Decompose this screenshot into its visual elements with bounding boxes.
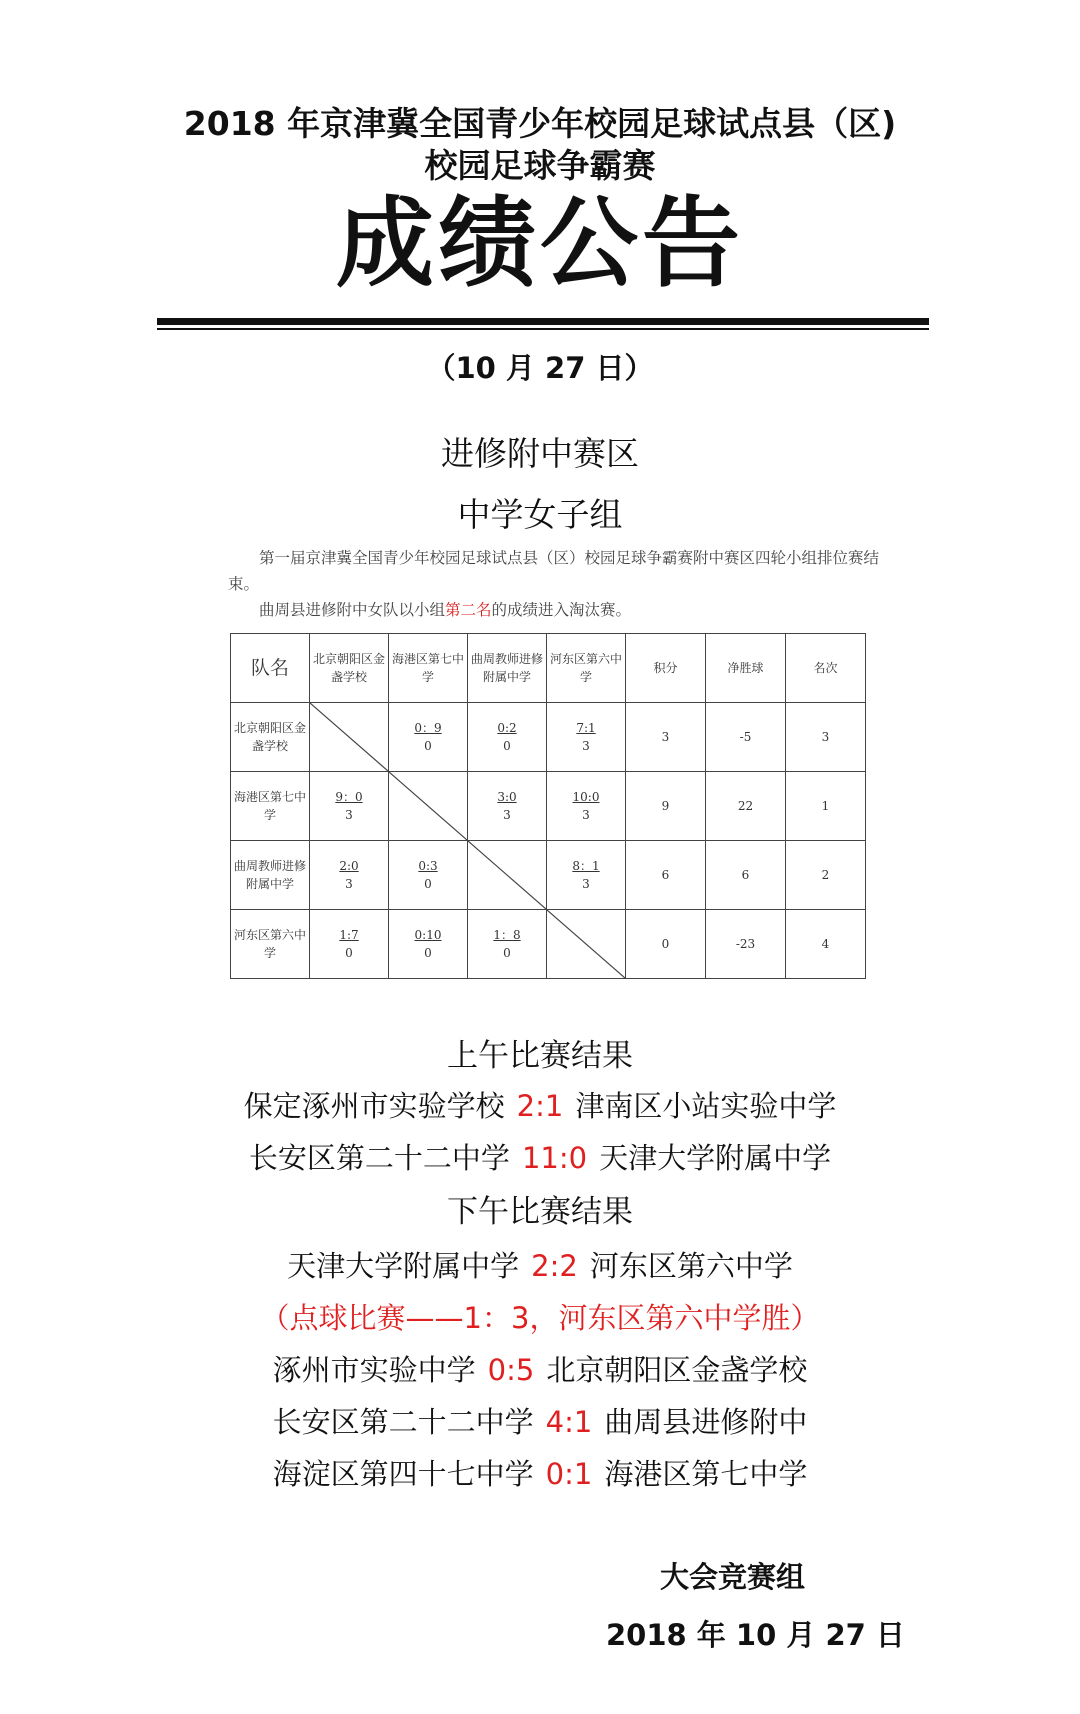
diagonal-cell (389, 772, 468, 841)
goal-diff-cell: 6 (706, 841, 786, 910)
away-team: 河东区第六中学 (589, 1249, 793, 1283)
score-text: 10:0 (572, 790, 600, 804)
corner-header: 队名 (231, 634, 310, 703)
intro-paragraph (228, 545, 888, 623)
result-cell (310, 910, 389, 979)
match-result (0, 1136, 1080, 1177)
match-score: 4:1 (545, 1405, 593, 1439)
away-team: 海港区第七中学 (604, 1457, 808, 1491)
result-cell (389, 703, 468, 772)
result-score (389, 926, 467, 944)
home-team: 保定涿州市实验学校 (243, 1089, 505, 1123)
score-text: 0:10 (414, 928, 442, 942)
result-score (468, 926, 546, 944)
result-cell (547, 841, 626, 910)
column-header-rank: 名次 (786, 634, 866, 703)
result-points: 0 (345, 946, 353, 960)
rank-cell: 2 (786, 841, 866, 910)
column-header-goal-diff: 净胜球 (706, 634, 786, 703)
diagonal-cell (468, 841, 547, 910)
intro-highlight: 第二名 (445, 601, 492, 619)
intro-line-2-pre: 曲周县进修附中女队以小组 (259, 601, 446, 619)
result-score (310, 926, 388, 944)
result-score (468, 719, 546, 737)
notice-date: （10 月 27 日） (426, 351, 654, 385)
score-text: 2:0 (339, 859, 359, 873)
points-cell: 6 (626, 841, 706, 910)
home-team: 海淀区第四十七中学 (272, 1457, 534, 1491)
result-points: 3 (345, 877, 353, 891)
result-cell (468, 703, 547, 772)
match-result (0, 1084, 1080, 1125)
result-points: 0 (424, 739, 432, 753)
score-text: 8：1 (572, 859, 600, 873)
result-points: 0 (424, 877, 432, 891)
result-cell (547, 772, 626, 841)
goal-diff-cell: -5 (706, 703, 786, 772)
afternoon-results-heading: 下午比赛结果 (447, 1194, 633, 1230)
column-header-team: 河东区第六中学 (547, 634, 626, 703)
score-text: 3:0 (497, 790, 517, 804)
table-row (231, 703, 866, 772)
intro-line-1: 第一届京津冀全国青少年校园足球试点县（区）校园足球争霸赛附中赛区四轮小组排位赛结束。 (228, 549, 880, 593)
result-score (310, 857, 388, 875)
venue-heading: 进修附中赛区 (441, 434, 639, 473)
title-rule-thick (157, 318, 929, 325)
diagonal-line (389, 772, 467, 840)
result-cell (547, 703, 626, 772)
result-points: 3 (582, 739, 590, 753)
match-result (0, 1244, 1080, 1285)
score-text: 0:3 (418, 859, 438, 873)
goal-diff-cell: 22 (706, 772, 786, 841)
result-cell (468, 910, 547, 979)
result-points: 3 (582, 808, 590, 822)
home-team: 长安区第二十二中学 (272, 1405, 534, 1439)
diagonal-cell (310, 703, 389, 772)
score-text: 7:1 (576, 721, 596, 735)
row-team-name: 曲周教师进修附属中学 (231, 841, 310, 910)
page-title: 成绩公告 (335, 187, 744, 301)
group-heading: 中学女子组 (457, 495, 623, 534)
title-rule-thin (157, 328, 929, 330)
away-team: 天津大学附属中学 (599, 1141, 832, 1175)
result-cell (310, 841, 389, 910)
score-text: 1：8 (493, 928, 521, 942)
column-header-team: 曲周教师进修附属中学 (468, 634, 547, 703)
table-header-row (231, 634, 866, 703)
column-header-team: 北京朝阳区金盏学校 (310, 634, 389, 703)
match-score: 0:1 (545, 1457, 593, 1491)
match-score: 2:1 (516, 1089, 564, 1123)
column-header-team: 海港区第七中学 (389, 634, 468, 703)
table-row (231, 841, 866, 910)
intro-line-2-post: 的成绩进入淘汰赛。 (491, 601, 632, 619)
diagonal-line (547, 910, 625, 978)
home-team: 长安区第二十二中学 (248, 1141, 510, 1175)
table-row (231, 772, 866, 841)
home-team: 涿州市实验中学 (272, 1353, 476, 1387)
score-text: 0：9 (414, 721, 442, 735)
result-cell (310, 772, 389, 841)
result-points: 3 (345, 808, 353, 822)
score-text: 1:7 (339, 928, 359, 942)
result-score (389, 719, 467, 737)
standings-table (230, 633, 866, 979)
result-points: 3 (503, 808, 511, 822)
morning-results-heading: 上午比赛结果 (447, 1038, 633, 1074)
match-score: 0:5 (487, 1353, 535, 1387)
result-points: 3 (582, 877, 590, 891)
result-score (547, 788, 625, 806)
score-text: 0:2 (497, 721, 517, 735)
match-result (0, 1452, 1080, 1493)
match-score: 2:2 (531, 1249, 578, 1283)
away-team: 津南区小站实验中学 (575, 1089, 837, 1123)
away-team: 北京朝阳区金盏学校 (546, 1353, 808, 1387)
diagonal-cell (547, 910, 626, 979)
row-team-name: 海港区第七中学 (231, 772, 310, 841)
away-team: 曲周县进修附中 (604, 1405, 808, 1439)
row-team-name: 北京朝阳区金盏学校 (231, 703, 310, 772)
result-points: 0 (503, 739, 511, 753)
intro-line-2 (228, 597, 888, 623)
result-cell (389, 841, 468, 910)
table-row (231, 910, 866, 979)
points-cell: 0 (626, 910, 706, 979)
row-team-name: 河东区第六中学 (231, 910, 310, 979)
title-line-1: 2018 年京津冀全国青少年校园足球试点县（区) (183, 104, 897, 143)
rank-cell: 1 (786, 772, 866, 841)
result-cell (468, 772, 547, 841)
result-score (310, 788, 388, 806)
diagonal-line (310, 703, 388, 771)
title-line-2: 校园足球争霸赛 (424, 146, 656, 185)
match-result (0, 1400, 1080, 1441)
match-score: 11:0 (521, 1141, 588, 1175)
result-points: 0 (503, 946, 511, 960)
diagonal-line (468, 841, 546, 909)
column-header-points: 积分 (626, 634, 706, 703)
result-score (389, 857, 467, 875)
result-score (468, 788, 546, 806)
match-result (0, 1348, 1080, 1389)
rank-cell: 4 (786, 910, 866, 979)
penalty-note: （点球比赛——1：3，河东区第六中学胜） (260, 1301, 820, 1335)
rank-cell: 3 (786, 703, 866, 772)
result-points: 0 (424, 946, 432, 960)
home-team: 天津大学附属中学 (287, 1249, 520, 1283)
signature-date: 2018 年 10 月 27 日 (606, 1618, 905, 1652)
goal-diff-cell: -23 (706, 910, 786, 979)
result-cell (389, 910, 468, 979)
points-cell: 9 (626, 772, 706, 841)
score-text: 9：0 (335, 790, 363, 804)
result-score (547, 719, 625, 737)
result-score (547, 857, 625, 875)
signature-org: 大会竞赛组 (660, 1560, 806, 1594)
points-cell: 3 (626, 703, 706, 772)
